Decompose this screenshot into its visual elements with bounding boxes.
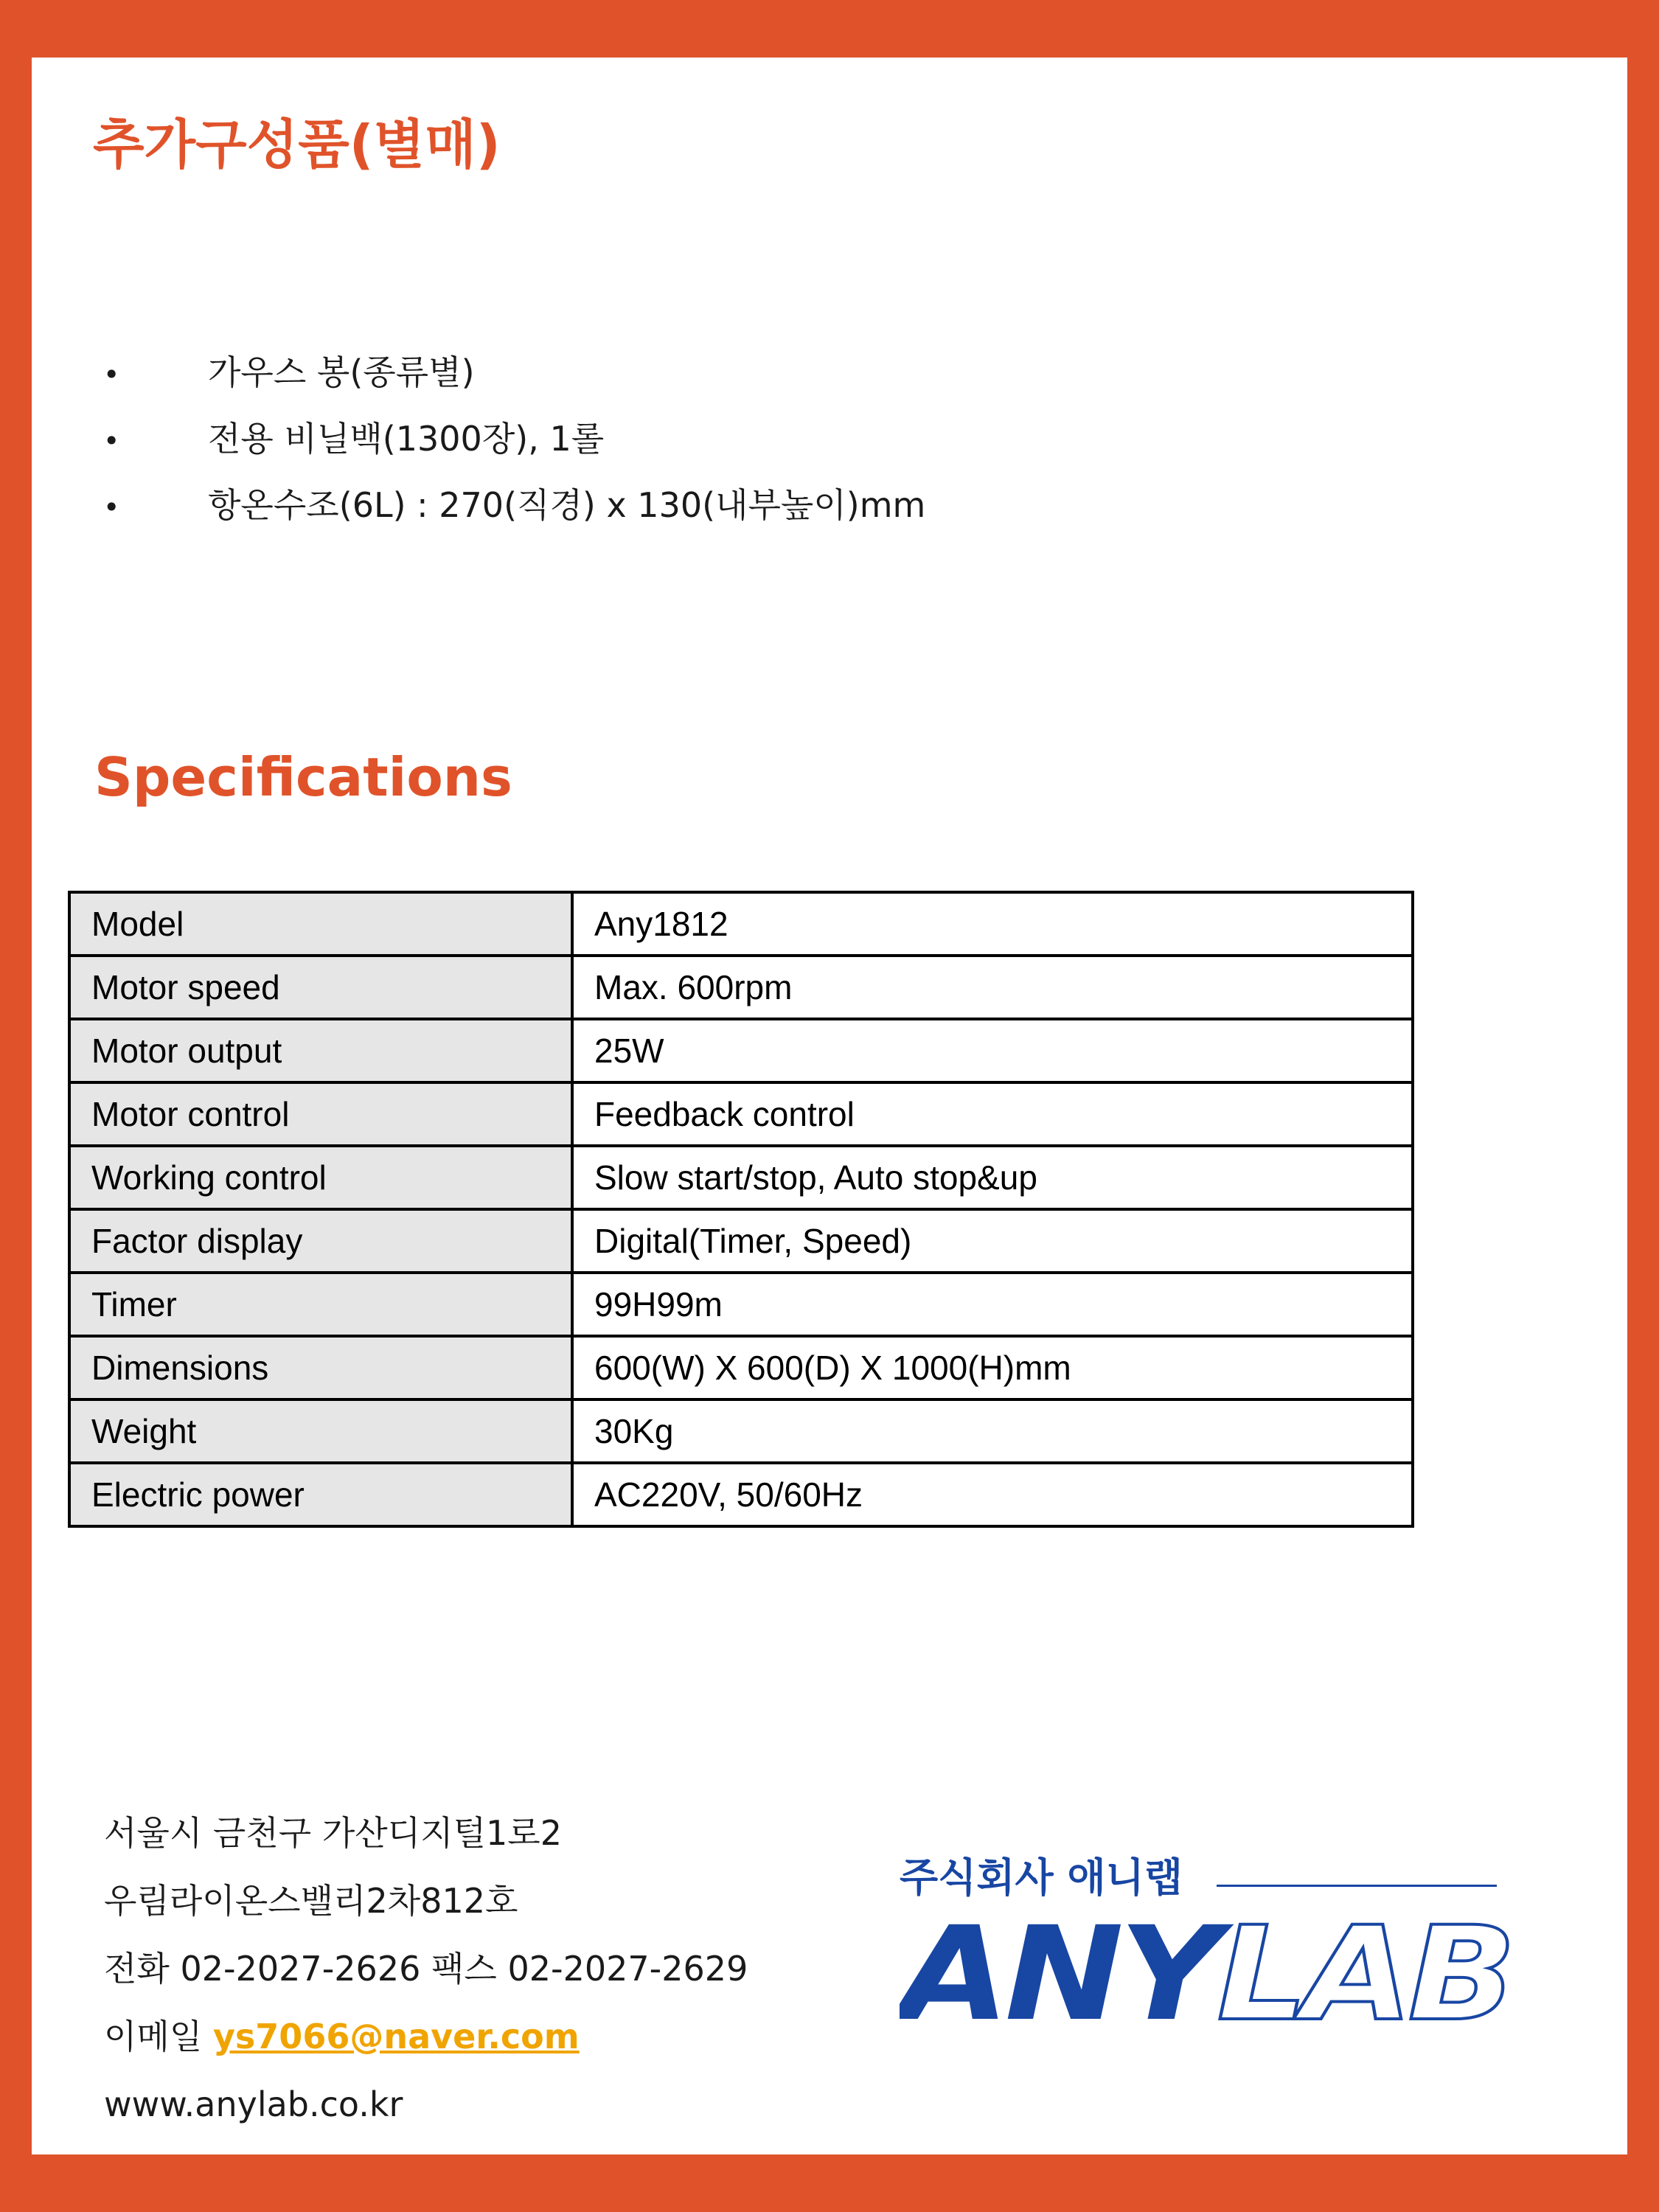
address-line-2: 우림라이온스밸리2차812호 bbox=[104, 1881, 518, 1921]
table-row bbox=[69, 956, 1413, 1019]
specifications-table bbox=[68, 891, 1414, 1528]
spec-label: Model bbox=[69, 892, 572, 956]
spec-label: Motor control bbox=[69, 1082, 572, 1146]
list-item-text: 전용 비닐백(1300장), 1롤 bbox=[208, 419, 605, 459]
spec-value: Max. 600rpm bbox=[572, 956, 1413, 1019]
email-label: 이메일 bbox=[104, 2017, 213, 2056]
spec-label: Weight bbox=[69, 1399, 572, 1463]
address-line-1: 서울시 금천구 가산디지털1로2 bbox=[104, 1813, 563, 1853]
bullet-icon: • bbox=[103, 491, 120, 524]
list-item bbox=[103, 472, 925, 538]
company-logo bbox=[900, 1854, 1534, 2042]
bullet-icon: • bbox=[103, 358, 120, 391]
phone-fax: 전화 02-2027-2626 팩스 02-2027-2629 bbox=[104, 1949, 748, 1989]
table-row bbox=[69, 1209, 1413, 1273]
table-row bbox=[69, 1336, 1413, 1399]
spec-label: Motor output bbox=[69, 1019, 572, 1082]
contact-block bbox=[104, 1799, 748, 2138]
spec-value: Any1812 bbox=[572, 892, 1413, 956]
accessories-title: 추가구성품(별매) bbox=[93, 114, 501, 175]
table-row bbox=[69, 1273, 1413, 1336]
table-row bbox=[69, 1146, 1413, 1209]
bullet-icon: • bbox=[103, 425, 120, 457]
spec-label: Working control bbox=[69, 1146, 572, 1209]
company-name-korean: 주식회사 애니랩 bbox=[900, 1854, 1183, 1901]
spec-value: Digital(Timer, Speed) bbox=[572, 1209, 1413, 1273]
accessories-list bbox=[103, 339, 925, 538]
spec-value: Feedback control bbox=[572, 1082, 1413, 1146]
spec-label: Motor speed bbox=[69, 956, 572, 1019]
specifications-title: Specifications bbox=[94, 746, 512, 808]
spec-value: 99H99m bbox=[572, 1273, 1413, 1336]
table-row bbox=[69, 892, 1413, 956]
list-item-text: 가우스 봉(종류별) bbox=[208, 352, 475, 392]
spec-value: AC220V, 50/60Hz bbox=[572, 1463, 1413, 1526]
list-item-text: 항온수조(6L) : 270(직경) x 130(내부높이)mm bbox=[208, 485, 926, 525]
spec-label: Electric power bbox=[69, 1463, 572, 1526]
wordmark-any: ANY bbox=[900, 1910, 1189, 2031]
list-item bbox=[103, 339, 925, 406]
spec-label: Timer bbox=[69, 1273, 572, 1336]
table-row bbox=[69, 1399, 1413, 1463]
wordmark-text bbox=[900, 1910, 1512, 2031]
spec-value: 25W bbox=[572, 1019, 1413, 1082]
spec-label: Dimensions bbox=[69, 1336, 572, 1399]
spec-value: 30Kg bbox=[572, 1399, 1413, 1463]
table-row bbox=[69, 1082, 1413, 1146]
email-link[interactable]: ys7066@naver.com bbox=[212, 2017, 580, 2056]
table-row bbox=[69, 1463, 1413, 1526]
wordmark-lab: LAB bbox=[1217, 1910, 1486, 2031]
spec-label: Factor display bbox=[69, 1209, 572, 1273]
spec-value: 600(W) X 600(D) X 1000(H)mm bbox=[572, 1336, 1413, 1399]
anylab-wordmark bbox=[900, 1910, 1519, 2031]
logo-rule bbox=[1217, 1885, 1497, 1887]
table-row bbox=[69, 1019, 1413, 1082]
website[interactable]: www.anylab.co.kr bbox=[104, 2084, 403, 2124]
spec-value: Slow start/stop, Auto stop&up bbox=[572, 1146, 1413, 1209]
email-line bbox=[104, 2003, 748, 2070]
list-item bbox=[103, 406, 925, 472]
